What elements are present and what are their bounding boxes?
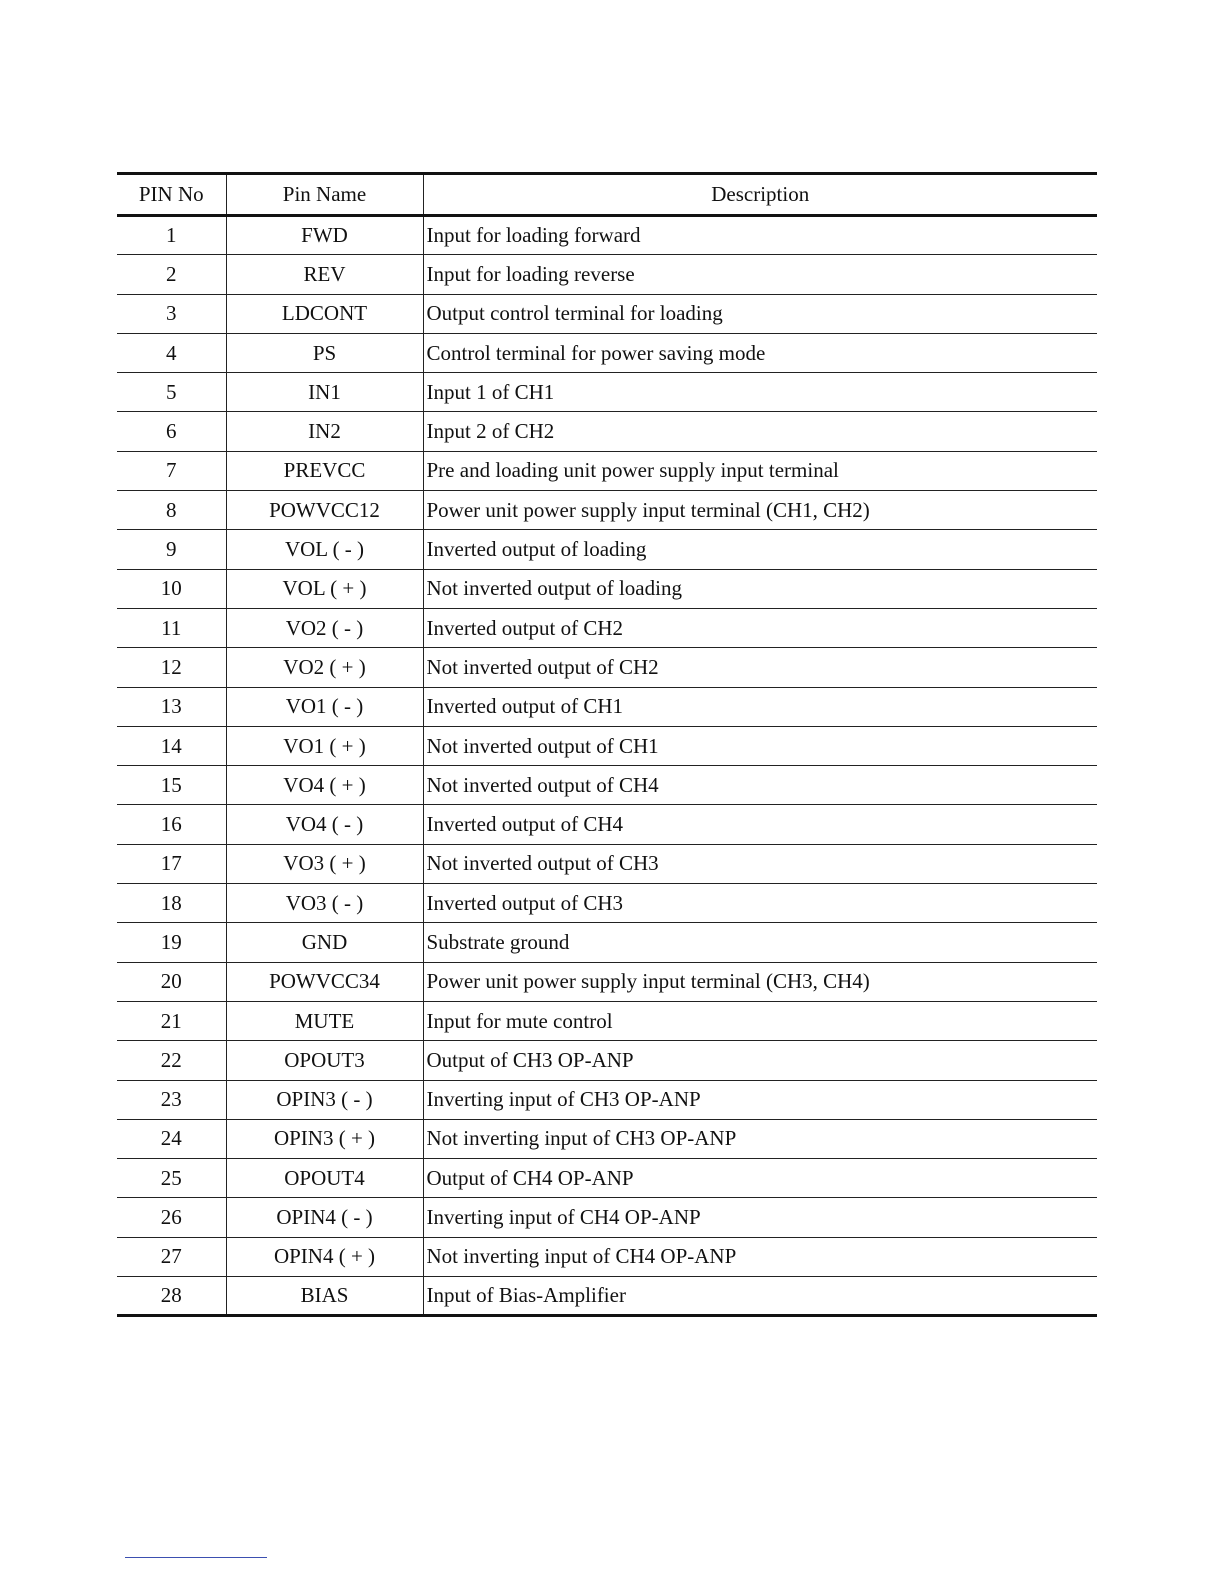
pin-description-cell: Input for loading reverse [423,255,1097,294]
pin-description-cell: Control terminal for power saving mode [423,333,1097,372]
table-row [117,1001,1097,1040]
pin-description-cell: Not inverting input of CH4 OP-ANP [423,1237,1097,1276]
pin-description-cell: Not inverted output of loading [423,569,1097,608]
pin-name-cell: VO1 ( + ) [226,726,423,765]
pin-name-cell: FWD [226,216,423,255]
table-row [117,1277,1097,1316]
pin-description-cell: Inverted output of loading [423,530,1097,569]
header-description: Description [423,174,1097,216]
table-row [117,530,1097,569]
pin-description-cell: Power unit power supply input terminal (CH3, CH4) [423,962,1097,1001]
pin-number-cell: 14 [117,726,226,765]
pin-description-cell: Input for loading forward [423,216,1097,255]
pin-number-cell: 3 [117,294,226,333]
pin-name-cell: GND [226,923,423,962]
table-row [117,373,1097,412]
table-row [117,412,1097,451]
pin-name-cell: VO3 ( - ) [226,884,423,923]
pin-number-cell: 28 [117,1277,226,1316]
table-row [117,1198,1097,1237]
pin-name-cell: POWVCC34 [226,962,423,1001]
pin-number-cell: 1 [117,216,226,255]
pin-name-cell: BIAS [226,1277,423,1316]
pin-description-cell: Not inverted output of CH2 [423,648,1097,687]
pin-number-cell: 25 [117,1159,226,1198]
pin-number-cell: 19 [117,923,226,962]
table-row [117,1080,1097,1119]
table-row [117,766,1097,805]
pin-name-cell: VO1 ( - ) [226,687,423,726]
table-row [117,962,1097,1001]
table-row [117,726,1097,765]
pin-number-cell: 5 [117,373,226,412]
pin-number-cell: 22 [117,1041,226,1080]
table-row [117,569,1097,608]
pin-description-cell: Power unit power supply input terminal (CH1, CH2) [423,491,1097,530]
table-row [117,1041,1097,1080]
table-row [117,255,1097,294]
table-body [117,216,1097,1316]
table-row [117,1159,1097,1198]
table-row [117,491,1097,530]
pin-number-cell: 26 [117,1198,226,1237]
pin-description-cell: Inverting input of CH4 OP-ANP [423,1198,1097,1237]
pin-number-cell: 12 [117,648,226,687]
pin-number-cell: 17 [117,844,226,883]
pin-number-cell: 6 [117,412,226,451]
header-pin-name: Pin Name [226,174,423,216]
pin-name-cell: VO2 ( + ) [226,648,423,687]
table-row [117,648,1097,687]
pin-number-cell: 21 [117,1001,226,1040]
pin-name-cell: IN2 [226,412,423,451]
pin-description-cell: Not inverted output of CH3 [423,844,1097,883]
pin-number-cell: 10 [117,569,226,608]
pin-name-cell: VOL ( + ) [226,569,423,608]
pin-description-cell: Inverted output of CH3 [423,884,1097,923]
pin-description-cell: Input of Bias-Amplifier [423,1277,1097,1316]
pin-name-cell: OPOUT4 [226,1159,423,1198]
table-row [117,333,1097,372]
pin-description-cell: Output of CH3 OP-ANP [423,1041,1097,1080]
table-row [117,1237,1097,1276]
pin-name-cell: VO4 ( + ) [226,766,423,805]
pin-name-cell: VO4 ( - ) [226,805,423,844]
pin-name-cell: OPIN4 ( - ) [226,1198,423,1237]
pin-description-cell: Output of CH4 OP-ANP [423,1159,1097,1198]
table-row [117,805,1097,844]
pin-number-cell: 27 [117,1237,226,1276]
pin-name-cell: POWVCC12 [226,491,423,530]
pin-description-cell: Substrate ground [423,923,1097,962]
pin-description-cell: Input 1 of CH1 [423,373,1097,412]
pin-number-cell: 13 [117,687,226,726]
table-row [117,844,1097,883]
table-row [117,451,1097,490]
pin-number-cell: 8 [117,491,226,530]
pin-name-cell: PREVCC [226,451,423,490]
pin-number-cell: 4 [117,333,226,372]
pin-number-cell: 15 [117,766,226,805]
pin-description-cell: Inverted output of CH4 [423,805,1097,844]
pin-description-cell: Output control terminal for loading [423,294,1097,333]
pin-number-cell: 24 [117,1119,226,1158]
footer-link-rule [125,1557,267,1558]
table-row [117,608,1097,647]
pin-name-cell: OPIN4 ( + ) [226,1237,423,1276]
pin-description-table [117,172,1097,1317]
pin-number-cell: 20 [117,962,226,1001]
pin-number-cell: 16 [117,805,226,844]
pin-number-cell: 9 [117,530,226,569]
pin-number-cell: 2 [117,255,226,294]
pin-name-cell: OPOUT3 [226,1041,423,1080]
pin-name-cell: VO3 ( + ) [226,844,423,883]
pin-description-cell: Inverted output of CH2 [423,608,1097,647]
pin-name-cell: MUTE [226,1001,423,1040]
table-row [117,923,1097,962]
pin-name-cell: REV [226,255,423,294]
pin-name-cell: IN1 [226,373,423,412]
pin-name-cell: PS [226,333,423,372]
pin-description-cell: Inverted output of CH1 [423,687,1097,726]
table-row [117,884,1097,923]
header-pin-no: PIN No [117,174,226,216]
pin-number-cell: 11 [117,608,226,647]
table-row [117,1119,1097,1158]
table-row [117,687,1097,726]
pin-description-cell: Pre and loading unit power supply input terminal [423,451,1097,490]
pin-number-cell: 18 [117,884,226,923]
pin-description-cell: Input 2 of CH2 [423,412,1097,451]
pin-description-cell: Not inverted output of CH4 [423,766,1097,805]
pin-name-cell: VOL ( - ) [226,530,423,569]
pin-number-cell: 7 [117,451,226,490]
pin-description-cell: Inverting input of CH3 OP-ANP [423,1080,1097,1119]
pin-name-cell: LDCONT [226,294,423,333]
pin-number-cell: 23 [117,1080,226,1119]
pin-description-cell: Input for mute control [423,1001,1097,1040]
table-row [117,294,1097,333]
pin-description-cell: Not inverting input of CH3 OP-ANP [423,1119,1097,1158]
pin-name-cell: OPIN3 ( - ) [226,1080,423,1119]
table-row [117,216,1097,255]
pin-name-cell: OPIN3 ( + ) [226,1119,423,1158]
pin-name-cell: VO2 ( - ) [226,608,423,647]
pin-description-cell: Not inverted output of CH1 [423,726,1097,765]
table-header-row [117,174,1097,216]
